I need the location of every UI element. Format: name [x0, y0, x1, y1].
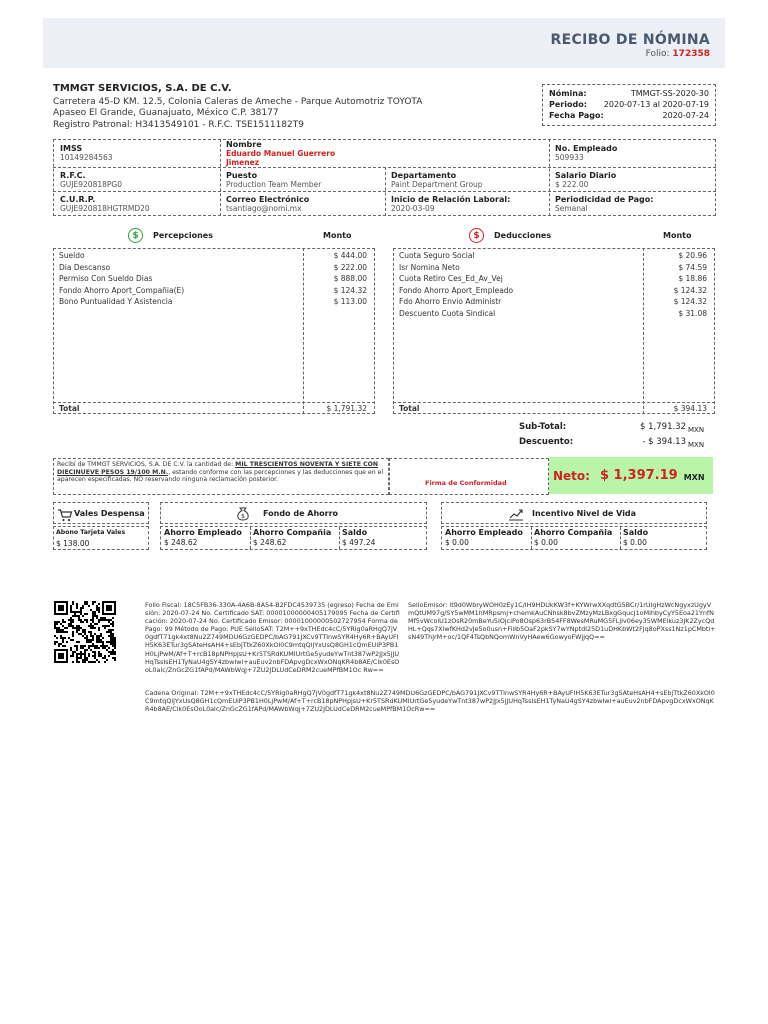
depto-label: Departamento	[391, 171, 457, 180]
nomina-box	[542, 84, 716, 126]
salario-label: Salario Diario	[555, 171, 617, 180]
percepciones-row	[59, 273, 369, 285]
fondo-compania-value: $ 248.62	[253, 538, 287, 547]
folio-label: Folio:	[645, 49, 670, 59]
depto-value: Paint Department Group	[391, 180, 483, 189]
company-address-1: Carretera 45-D KM. 12.5, Colonia Caleras de Ameche - Parque Automotriz TOYOTA	[53, 96, 423, 107]
puesto-value: Production Team Member	[226, 180, 322, 189]
svg-text:$: $	[241, 513, 245, 520]
cart-icon	[57, 507, 73, 526]
deducciones-concepto: Isr Nomina Neto	[399, 262, 460, 272]
deducciones-row	[399, 250, 709, 262]
depto-cell	[387, 169, 487, 191]
neto-label: Neto:	[553, 468, 590, 483]
recibo-pre: Recibí de TMMGT SERVICIOS, S.A. DE C.V. la cantidad de:	[57, 461, 234, 468]
percepciones-row	[59, 285, 369, 297]
deducciones-concepto: Fdo Ahorro Envio Administr	[399, 297, 502, 307]
periodicidad-label: Periodicidad de Pago:	[555, 195, 654, 204]
nombre-cell	[222, 138, 339, 169]
correo-cell	[222, 193, 313, 215]
correo-label: Correo Electrónico	[226, 195, 310, 204]
rfc-cell	[56, 169, 126, 191]
curp-value: GUJE920818HGTRMD20	[60, 204, 150, 213]
percepciones-row	[59, 262, 369, 274]
company-address-2: Apaseo El Grande, Guanajuato, México C.P. 38177	[53, 108, 279, 118]
firma-label: Firma de Conformidad	[425, 479, 507, 487]
percepciones-total-label: Total	[59, 404, 80, 413]
rfc-value: GUJE920818PG0	[60, 180, 122, 189]
percepciones-concepto: Bono Puntualidad Y Asistencia	[59, 297, 173, 307]
deducciones-concepto: Fondo Ahorro Aport_Empleado	[399, 285, 514, 295]
percepciones-monto: $ 113.00	[333, 297, 367, 307]
incentivo-title: Incentivo Nivel de Vida	[532, 509, 637, 518]
puesto-cell	[222, 169, 325, 191]
periodo-value: 2020-07-13 al 2020-07-19	[603, 100, 709, 109]
deducciones-monto: $ 18.86	[678, 274, 707, 284]
deducciones-monto-header: Monto	[663, 231, 692, 240]
periodo-label: Periodo:	[549, 100, 587, 109]
nomina-value: TMMGT-SS-2020-30	[630, 89, 709, 98]
nombre-line-2: Jimenez	[226, 158, 260, 167]
num-empleado-value: 509933	[555, 153, 584, 162]
percepciones-title: Percepciones	[153, 231, 213, 240]
sello-emisor: SelloEmisor: it9d0WbryWOH0zEy1C/IH9HDUkKW3f+KYWrwXXqdtG5BCr/1rUlgHzWcNgyxzUgyVmQtUM97g/SY5wMM1hMRpsmj+chemkAuCNhsk8bvZMzyMzLBxgGqucJ1oMihbyCyY5Eoa21YnfNMf5vWcolU1zOsR20mBeYu5IOjciPo8Osp63rB54FF8WesMRuMG5FLjIv06ey35WMElkuz3JK2ZycQdHL+Qqs7XlwfKHd2vJe5o0usn+FiiIb5OaF2pkSY7wYNptdI25D1uDHKbWt2FJq8oPXss1Nz1pCMbti+sN49ThjrM+oc/1QF4TsQbNQomWnVyHAew6GowyoFWjjqQ==	[408, 601, 716, 642]
dollar-green-icon: $	[128, 228, 143, 243]
deducciones-total: $ 394.13	[673, 404, 707, 413]
incentivo-empleado-value: $ 0.00	[445, 538, 469, 547]
incentivo-body	[441, 526, 707, 550]
header-band	[43, 18, 725, 68]
percepciones-total: $ 1,791.32	[326, 404, 367, 413]
descuento-label: Descuento:	[519, 437, 574, 447]
percepciones-monto: $ 124.32	[333, 285, 367, 295]
chart-icon	[508, 506, 524, 525]
subtotal-value: $ 1,791.32	[640, 422, 686, 432]
neto-currency: MXN	[683, 473, 705, 482]
qr-code	[54, 601, 116, 663]
percepciones-concepto: Permiso Con Sueldo Dias	[59, 274, 153, 284]
num-empleado-cell	[551, 142, 621, 164]
fondo-title: Fondo de Ahorro	[263, 509, 339, 518]
deducciones-row	[399, 296, 709, 308]
vales-title: Vales Despensa	[74, 509, 145, 518]
fondo-empleado-label: Ahorro Empleado	[164, 528, 242, 537]
neto-box	[549, 457, 713, 494]
deducciones-concepto: Cuota Retiro Ces_Ed_Av_Vej	[399, 274, 503, 284]
vales-abono-label: Abono Tarjeta Vales	[56, 529, 126, 536]
nombre-label: Nombre	[226, 140, 262, 149]
deducciones-monto: $ 74.59	[678, 262, 707, 272]
inicio-label: Inicio de Relación Laboral:	[391, 195, 511, 204]
imss-label: IMSS	[60, 144, 83, 153]
deducciones-concepto: Descuento Cuota Sindical	[399, 308, 496, 318]
percepciones-monto: $ 222.00	[333, 262, 367, 272]
incentivo-empleado-label: Ahorro Empleado	[445, 528, 523, 537]
fondo-saldo-label: Saldo	[342, 528, 368, 537]
salario-cell	[551, 169, 620, 191]
percepciones-monto-header: Monto	[323, 231, 352, 240]
company-info	[53, 83, 422, 131]
percepciones-concepto: Dia Descanso	[59, 262, 111, 272]
percepciones-monto: $ 888.00	[333, 274, 367, 284]
subtotal-currency: MXN	[688, 426, 705, 434]
subtotal-label: Sub-Total:	[519, 422, 567, 432]
inicio-cell	[387, 193, 514, 215]
fondo-body	[160, 526, 427, 550]
incentivo-compania-label: Ahorro Compañia	[534, 528, 613, 537]
percepciones-row	[59, 296, 369, 308]
deducciones-row	[399, 308, 709, 320]
percepciones-row	[59, 250, 369, 262]
fondo-empleado-value: $ 248.62	[164, 538, 198, 547]
imss-cell	[56, 142, 117, 164]
incentivo-saldo-value: $ 0.00	[623, 538, 647, 547]
rfc-label: R.F.C.	[60, 171, 86, 180]
folio-number: 172358	[672, 49, 710, 59]
deducciones-row	[399, 262, 709, 274]
periodicidad-cell	[551, 193, 657, 215]
puesto-label: Puesto	[226, 171, 258, 180]
imss-value: 10149284563	[60, 153, 113, 162]
incentivo-saldo-label: Saldo	[623, 528, 649, 537]
correo-value: tsantiago@nomi.mx	[226, 204, 302, 213]
fecha-pago-value: 2020-07-24	[662, 111, 709, 120]
curp-label: C.U.R.P.	[60, 195, 96, 204]
nombre-line-1: Eduardo Manuel Guerrero	[226, 149, 336, 158]
incentivo-header	[441, 502, 707, 524]
deducciones-list	[399, 250, 709, 320]
firma-box	[389, 458, 549, 495]
descuento-value: - $ 394.13	[642, 437, 686, 447]
deducciones-title: Deducciones	[494, 231, 552, 240]
recibo-cantidad: MIL TRESCIENTOS NOVENTA Y SIETE CON DIECINUEVE PESOS 19/100 M.N.	[57, 461, 379, 476]
periodicidad-value: Semanal	[555, 204, 588, 213]
deducciones-concepto: Cuota Seguro Social	[399, 251, 475, 260]
percepciones-concepto: Sueldo	[59, 251, 85, 260]
vales-header	[53, 502, 149, 524]
page-title: RECIBO DE NÓMINA	[550, 32, 710, 48]
deducciones-row	[399, 285, 709, 297]
recibo-post: , estando conforme con las percepciones y las deducciones que en el aparecen especificadas. NO reservando ninguna reclamación posterior.	[57, 468, 384, 483]
neto-value: $ 1,397.19	[599, 468, 678, 483]
fecha-pago-label: Fecha Pago:	[549, 111, 604, 120]
fiscal-info: Folio Fiscal: 18C5FB36-330A-4A6B-8A54-B2FDC4539735 (egreso) Fecha de Emisión: 2020-07-24 No. Certificado SAT: 00001000000405179095 Fecha de Certificación: 2020-07-24 No. Certificado Emisor: 00001000000502727954 Forma de Pago: 99 Método de Pago: PUE SelloSAT: T2M++9xTHEdc4cC/5YRig0aRHgQ7jV0gdfT71gk4xt8Nu2Z749MDU6GzGEDPC/bAG791JXCv9TTlnwSYR4Hy6R+BAyUFIH5K63ETur3gSAteHsAH4+sEbjTtkZ60XkOl0C9mtqQljYxUsQ8GH1cQmEUiP3PB1H0LjPwM/Af+T+rcB18pNPHpjsU+Kr5TSRdKUMIUrtGe5yudeYwTnt387wP2JJx5jJUHqTssIsEH1TyNaU4gSY4zbwIwl+auEuv2nbFDApvgDcxWxONqKR4b8AE/Clk0EsOoL0alc/ZnGcZG1fAPd/MAWbWqj+7ZU2JDLUdCeDRM2cueMPfBM1Oc Rw==	[145, 601, 400, 674]
percepciones-list	[59, 250, 369, 308]
deducciones-monto: $ 124.32	[673, 297, 707, 307]
cadena-original: Cadena Original: T2M++9xTHEdc4cC/5YRig0aRHgQ7jV0gdfT71gk4xt8Nu2Z749MDU6GzGEDPC/bAG791JXCv9TTlnwSYR4Hy6R+BAyUFIH5K63ETur3gSAteHsAH4+sEbjTtkZ60XkOl0C9mtqQljYxUsQ8GH1cQmEUiP3PB1H0LjPwM/Af+T+rcB18pNPHpjsU+Kr5TSRdKUMIUrtGe5yudeYwTnt387wP2JJx5jJUHqTssIsEH1TyNaU4gSY4zbwIwl+auEuv2nbFDApvgDcxWxONqKR4b8AE/Clk0EsOoL0alc/ZnGcZG1fAPd/MAWbWqj+7ZU2JDLUdCeDRM2cueMPfBM1OcRw==	[145, 689, 715, 714]
deducciones-row	[399, 273, 709, 285]
deducciones-monto: $ 124.32	[673, 285, 707, 295]
percepciones-concepto: Fondo Ahorro Aport_Compañia(E)	[59, 285, 185, 295]
salario-value: $ 222.00	[555, 180, 589, 189]
dollar-red-icon: $	[469, 228, 484, 243]
nomina-label: Nómina:	[549, 89, 587, 98]
fondo-saldo-value: $ 497.24	[342, 538, 376, 547]
money-bag-icon	[235, 506, 251, 525]
num-empleado-label: No. Empleado	[555, 144, 618, 153]
folio	[646, 49, 710, 59]
curp-cell	[56, 193, 154, 215]
deducciones-monto: $ 20.96	[678, 251, 707, 260]
inicio-value: 2020-03-09	[391, 204, 435, 213]
deducciones-total-label: Total	[399, 404, 420, 413]
company-name: TMMGT SERVICIOS, S.A. DE C.V.	[53, 83, 232, 94]
descuento-currency: MXN	[688, 441, 705, 449]
percepciones-monto: $ 444.00	[333, 251, 367, 260]
deducciones-monto: $ 31.08	[678, 308, 707, 318]
vales-body	[53, 526, 149, 550]
fondo-header	[160, 502, 427, 524]
fondo-compania-label: Ahorro Compañia	[253, 528, 332, 537]
company-registro: Registro Patronal: H3413549101 - R.F.C. TSE1511182T9	[53, 119, 304, 130]
recibo-text	[53, 458, 389, 495]
vales-abono-value: $ 138.00	[56, 539, 90, 548]
incentivo-compania-value: $ 0.00	[534, 538, 558, 547]
